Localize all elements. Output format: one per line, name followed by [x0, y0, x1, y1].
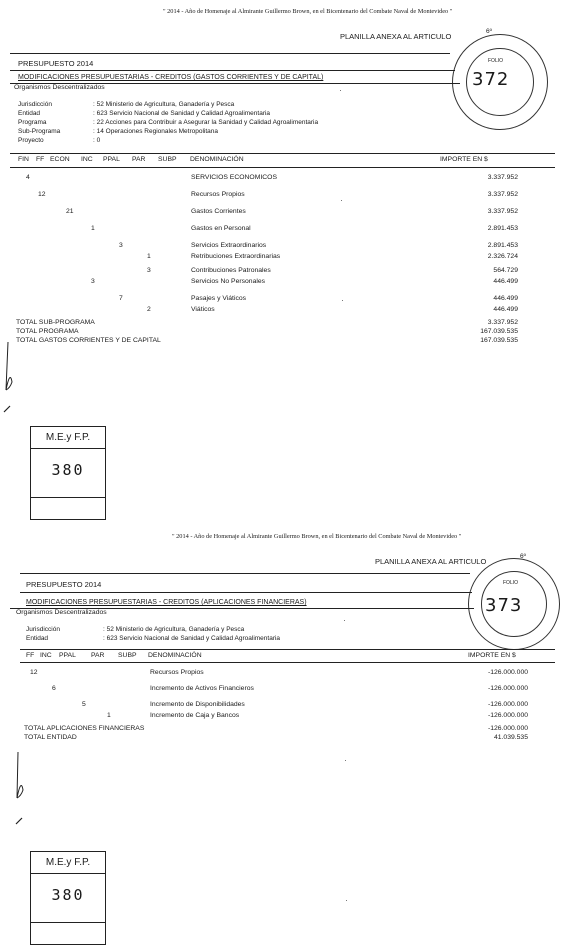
planilla-label: PLANILLA ANEXA AL ARTICULO: [340, 32, 452, 41]
row-denominacion: Recursos Propios: [150, 669, 204, 676]
row-code: 7: [119, 295, 123, 302]
row-code: 4: [26, 174, 30, 181]
col-importe: IMPORTE EN $: [468, 652, 516, 659]
row-denominacion: Pasajes y Viáticos: [191, 295, 247, 302]
row-denominacion: Recursos Propios: [191, 191, 245, 198]
planilla-label: PLANILLA ANEXA AL ARTICULO: [375, 557, 487, 566]
meta-value: : 0: [93, 137, 101, 144]
row-code: 21: [66, 208, 74, 215]
organismos-label: Organismos Descentralizados: [14, 84, 105, 91]
divider: [20, 662, 555, 663]
signature-mark: [0, 340, 30, 420]
col-econ: ECON: [50, 156, 70, 163]
row-importe: 3.337.952: [487, 174, 518, 181]
total-label: TOTAL ENTIDAD: [24, 734, 77, 741]
row-denominacion: Retribuciones Extraordinarias: [191, 253, 281, 260]
total-label: TOTAL PROGRAMA: [16, 328, 79, 335]
row-importe: 564.729: [493, 267, 518, 274]
meta-value: : 623 Servicio Nacional de Sanidad y Calidad Agroalimentaria: [93, 110, 271, 117]
col-par: PAR: [91, 652, 105, 659]
row-denominacion: Incremento de Activos Financieros: [150, 685, 254, 692]
row-code: 3: [147, 267, 151, 274]
row-denominacion: Contribuciones Patronales: [191, 267, 271, 274]
meta-label: Sub-Programa: [18, 128, 61, 135]
col-ppal: PPAL: [103, 156, 120, 163]
header-motto: " 2014 - Año de Homenaje al Almirante Guillermo Brown, en el Bicentenario del Combate Naval de Montevideo ": [163, 8, 453, 15]
modificaciones-title: MODIFICACIONES PRESUPUESTARIAS - CREDITOS (APLICACIONES FINANCIERAS): [26, 599, 307, 606]
stamp-ministry-label: M.E.y F.P.: [31, 852, 105, 874]
organismos-label: Organismos Descentralizados: [16, 609, 107, 616]
stamp-bottom-cell: [31, 497, 105, 519]
stamp-ministry-label: M.E.y F.P.: [31, 427, 105, 449]
row-denominacion: Gastos en Personal: [191, 225, 251, 232]
scan-speck: [340, 90, 341, 91]
row-importe: 3.337.952: [487, 191, 518, 198]
row-code: 1: [107, 712, 111, 719]
row-importe: -126.000.000: [487, 701, 528, 708]
folio-label: FOLIO: [488, 58, 504, 64]
ministry-stamp: [30, 426, 106, 520]
row-importe: 2.326.724: [487, 253, 518, 260]
row-code: 2: [147, 306, 151, 313]
row-code: 3: [119, 242, 123, 249]
meta-value: : 22 Acciones para Contribuir a Asegurar la Sanidad y Calidad Agroalimentaria: [93, 119, 319, 126]
meta-value: : 623 Servicio Nacional de Sanidad y Calidad Agroalimentaria: [103, 635, 281, 642]
row-code: 12: [30, 669, 38, 676]
meta-label: Programa: [18, 119, 47, 126]
divider: [10, 70, 455, 71]
divider: [20, 592, 472, 593]
col-ff: FF: [36, 156, 45, 163]
meta-label: Entidad: [26, 635, 49, 642]
row-code: 6: [52, 685, 56, 692]
total-label: TOTAL GASTOS CORRIENTES Y DE CAPITAL: [16, 337, 161, 344]
col-ppal: PPAL: [59, 652, 76, 659]
folio-number: 373: [485, 595, 523, 616]
total-label: TOTAL APLICACIONES FINANCIERAS: [24, 725, 145, 732]
meta-value: : 14 Operaciones Regionales Metropolitana: [93, 128, 219, 135]
folio-label: FOLIO: [503, 580, 519, 586]
stamp-number: 380: [51, 886, 85, 904]
row-importe: 446.499: [493, 278, 518, 285]
row-denominacion: Incremento de Disponibilidades: [150, 701, 245, 708]
row-code: 3: [91, 278, 95, 285]
meta-value: : 52 Ministerio de Agricultura, Ganadería y Pesca: [93, 101, 235, 108]
divider: [20, 573, 470, 574]
row-denominacion: SERVICIOS ECONOMICOS: [191, 174, 277, 181]
row-denominacion: Servicios No Personales: [191, 278, 266, 285]
divider: [10, 153, 555, 154]
meta-label: Jurisdicción: [26, 626, 60, 633]
scan-speck: [344, 620, 345, 621]
col-denominacion: DENOMINACIÓN: [148, 652, 202, 659]
col-par: PAR: [132, 156, 146, 163]
total-importe: 41.039.535: [493, 734, 528, 741]
presupuesto-title: PRESUPUESTO 2014: [26, 580, 102, 589]
row-importe: -126.000.000: [487, 685, 528, 692]
col-importe: IMPORTE EN $: [440, 156, 488, 163]
total-importe: 3.337.952: [487, 319, 518, 326]
modificaciones-title: MODIFICACIONES PRESUPUESTARIAS - CREDITOS (GASTOS CORRIENTES Y DE CAPITAL): [18, 74, 324, 81]
col-inc: INC: [81, 156, 93, 163]
header-motto: " 2014 - Año de Homenaje al Almirante Guillermo Brown, en el Bicentenario del Combate Naval de Montevideo ": [172, 533, 462, 540]
row-importe: -126.000.000: [487, 669, 528, 676]
total-importe: 167.039.535: [480, 337, 518, 344]
meta-label: Proyecto: [18, 137, 44, 144]
total-importe: -126.000.000: [487, 725, 528, 732]
col-inc: INC: [40, 652, 52, 659]
scan-speck: [346, 900, 347, 901]
scan-speck: [341, 200, 342, 201]
total-label: TOTAL SUB-PROGRAMA: [16, 319, 95, 326]
planilla-number: 6º: [520, 553, 526, 560]
stamp-number: 380: [51, 461, 85, 479]
row-importe: -126.000.000: [487, 712, 528, 719]
row-code: 1: [147, 253, 151, 260]
divider: [10, 53, 450, 54]
meta-value: : 52 Ministerio de Agricultura, Ganadería y Pesca: [103, 626, 245, 633]
scan-speck: [342, 300, 343, 301]
divider: [20, 649, 555, 650]
stamp-bottom-cell: [31, 922, 105, 944]
ministry-stamp: [30, 851, 106, 945]
total-importe: 167.039.535: [480, 328, 518, 335]
scan-speck: [345, 760, 346, 761]
row-importe: 3.337.952: [487, 208, 518, 215]
divider: [10, 167, 555, 168]
row-importe: 446.499: [493, 306, 518, 313]
row-importe: 446.499: [493, 295, 518, 302]
col-subp: SUBP: [158, 156, 177, 163]
row-denominacion: Viáticos: [191, 306, 215, 313]
row-importe: 2.891.453: [487, 242, 518, 249]
row-importe: 2.891.453: [487, 225, 518, 232]
meta-label: Jurisdicción: [18, 101, 52, 108]
col-fin: FIN: [18, 156, 29, 163]
folio-number: 372: [472, 69, 510, 90]
row-denominacion: Incremento de Caja y Bancos: [150, 712, 240, 719]
row-denominacion: Gastos Corrientes: [191, 208, 246, 215]
col-ff: FF: [26, 652, 35, 659]
col-denominacion: DENOMINACIÓN: [190, 156, 244, 163]
row-code: 1: [91, 225, 95, 232]
row-code: 5: [82, 701, 86, 708]
row-denominacion: Servicios Extraordinarios: [191, 242, 267, 249]
row-code: 12: [38, 191, 46, 198]
meta-label: Entidad: [18, 110, 41, 117]
signature-mark: [10, 740, 40, 830]
col-subp: SUBP: [118, 652, 137, 659]
planilla-number: 6º: [486, 28, 492, 35]
presupuesto-title: PRESUPUESTO 2014: [18, 59, 94, 68]
